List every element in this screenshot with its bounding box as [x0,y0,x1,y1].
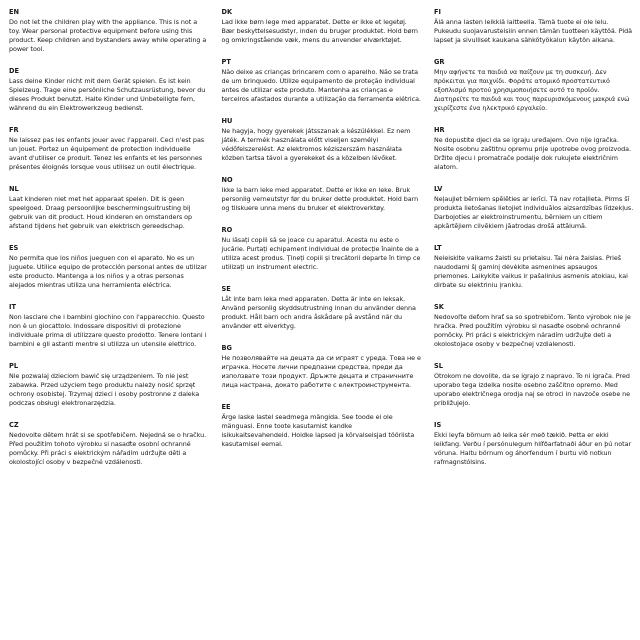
language-code: HU [221,117,233,125]
warning-text: Ne dopustite djeci da se igraju uređajem. Ovo nije igračka. Nosite osobnu zaštitnu opremu prije upotrebe ovog proizvoda. Držite djecu i promatrače podalje dok rukujete električnim alatom. [434,136,631,171]
warning-block-sl [434,362,634,408]
warning-text: Otrokom ne dovolite, da se igrajo z napravo. To ni igrača. Pred uporabo tega izdelka nosite osebno zaščitno opremo. Med uporabo električnega orodja naj se otroci in navzoče osebe ne približujejo. [434,372,631,407]
warning-block-gr [434,58,634,113]
language-code: SL [434,362,443,370]
warning-text: Låt inte barn leka med apparaten. Detta är inte en leksak. Använd personlig skyddsutrustning innan du använder denna produkt. Håll barn och andra åskådare på avstånd när du använder ett elverktyg. [221,295,416,330]
warning-text: Nedovoľte deťom hrať sa so spotrebičom. Tento výrobok nie je hračka. Pred použitím výrobku si nasaďte osobné ochranné pomôcky. Pri práci s elektrickým náradím udržujte deti a okolostojace osoby v bezpečnej vzdialenosti. [434,313,631,348]
warning-text: Ne laissez pas les enfants jouer avec l'appareil. Ceci n'est pas un jouet. Portez un équipement de protection individuelle avant d'utiliser ce produit. Tenez les enfants et les personnes présentes éloignés lorsque vous utilisez un outil électrique. [9,136,205,171]
language-code: BG [221,344,232,352]
warning-block-ro [222,226,422,272]
language-code: LV [434,185,443,193]
warning-text: Nie pozwalaj dzieciom bawić się urządzeniem. To nie jest zabawka. Przed użyciem tego produktu należy nosić sprzęt ochrony osobistej. Trzymaj dzieci i osoby postronne z daleka podczas obsługi elektronarzędzia. [9,372,200,407]
warning-block-no [222,176,422,213]
warning-text: Lad ikke børn lege med apparatet. Dette er ikke et legetøj. Bær beskyttelsesudstyr, inden du bruger produktet. Hold børn og omkringstående væk, mens du anvender elværktøjet. [221,18,418,44]
language-code: GR [434,58,445,66]
language-code: ES [9,244,19,252]
warning-text: Non lasciare che i bambini giochino con l'apparecchio. Questo non è un giocattolo. Indossare dispositivi di protezione individuale prima di utilizzare questo prodotto. Tenere lontani i bambini e gli astanti mentre si utilizza un utensile elettrico. [9,313,207,348]
language-code: NO [221,176,233,184]
column-1 [9,8,209,636]
warning-block-pt [222,58,422,104]
warning-text: Älä anna lasten leikkiä laitteella. Tämä tuote ei ole lelu. Pukeudu suojavarusteisiin ennen tämän tuotteen käyttöä. Pidä lapset ja sivulliset kaukana sähkötyökalun käytön aikana. [434,18,633,44]
warning-block-bg [222,344,422,390]
warning-block-hu [222,117,422,163]
warning-text: No permita que los niños jueguen con el aparato. No es un juguete. Utilice equipo de protección personal antes de utilizar este producto. Mantenga a los niños y a otras personas alejados mientras utiliza una herramienta eléctrica. [9,254,207,289]
warning-block-is [434,421,634,467]
warning-block-sk [434,303,634,349]
warning-block-dk [222,8,422,45]
warning-text: Nu lăsați copiii să se joace cu aparatul. Acesta nu este o jucărie. Purtați echipament individual de protecție înainte de a utiliza acest produs. Țineți copiii și trecătorii departe în timp ce utilizați un instrument electric. [221,236,421,271]
warning-block-fr [9,126,209,172]
language-code: CZ [9,421,19,429]
warning-text: Ne hagyja, hogy gyerekek játsszanak a készülékkel. Ez nem játék. A termék használata előtt viseljen személyi védőfelszerelést. Az elektromos kéziszerszám használata közben tartsa távol a gyerekeket és a közelben lévőket. [221,127,411,162]
warning-block-it [9,303,209,349]
warning-block-nl [9,185,209,231]
warning-block-hr [434,126,634,172]
language-code: LT [434,244,442,252]
column-2 [222,8,422,636]
safety-warnings-page [9,8,634,636]
warning-text: Neleiskite vaikams žaisti su prietaisu. Tai nėra žaislas. Prieš naudodami šį gaminį dėvėkite asmenines apsaugos priemones. Laikykite vaikus ir pašalinius asmenis atokiau, kai dirbate su elektriniu įrankiu. [434,254,628,289]
warning-block-lt [434,244,634,290]
warning-block-lv [434,185,634,231]
warning-block-se [222,285,422,331]
language-code: DE [9,67,19,75]
warning-text: Laat kinderen niet met het apparaat spelen. Dit is geen speelgoed. Draag persoonlijke beschermingsuitrusting bij gebruik van dit product. Houd kinderen en omstanders op afstand tijdens het gebruik van elektrisch gereedschap. [9,195,193,230]
warning-text: Μην αφήνετε τα παιδιά να παίζουν με τη συσκευή. Δεν πρόκειται για παιχνίδι. Φοράτε ατομικό προστατευτικό εξοπλισμό προτού χρησιμοποιήσετε αυτό το προϊόν. Διατηρείτε τα παιδιά και τους παρευρισκόμενους μακριά ενώ χειρίζεστε ένα ηλεκτρικό εργαλείο. [434,68,630,112]
language-code: IT [9,303,16,311]
warning-text: Ikke la barn leke med apparatet. Dette er ikke en leke. Bruk personlig verneutstyr før du bruker dette produktet. Hold barn og tilskuere unna mens du bruker et elektroverktøy. [221,186,419,212]
language-code: IS [434,421,442,429]
language-code: HR [434,126,445,134]
warning-text: Não deixe as crianças brincarem com o aparelho. Não se trata de um brinquedo. Utilize equipamento de proteção individual antes de utilizar este produto. Mantenha as crianças e terceiros afastados durante a utilização da ferramenta elétrica. [221,68,421,103]
warning-text: Do not let the children play with the appliance. This is not a toy. Wear personal protective equipment before using this product. Keep children and bystanders away while operating a power tool. [9,18,207,53]
warning-text: Lass deine Kinder nicht mit dem Gerät spielen. Es ist kein Spielzeug. Trage eine persönliche Schutzausrüstung, bevor du dieses Produkt benutzt. Halte Kinder und Unbeteiligte fern, während du ein Elektrowerkzeug bedienst. [9,77,206,112]
warning-text: Neļaujiet bērniem spēlēties ar ierīci. Tā nav rotaļlieta. Pirms šī produkta lietošanas lietojiet individuālos aizsardzības līdzekļus. Darbojoties ar elektroinstrumentu, bērniem un citiem apkārtējiem cilvēkiem jāatrodas drošā attālumā. [434,195,634,230]
language-code: DK [221,8,233,16]
warning-block-fi [434,8,634,45]
warning-text: Ekki leyfa börnum að leika sér með tækið. Þetta er ekki leikfang. Verðu í persónulegum hlífðarfatnaði áður en þú notar vöruna. Haltu börnum og áhorfendum í burtu við notkun rafmagnstólsins. [434,431,632,466]
warning-text: Nedovolte dětem hrát si se spotřebičem. Nejedná se o hračku. Před použitím tohoto výrobku si nasaďte osobní ochranné pomůcky. Při práci s elektrickým nářadím udržujte děti a okolostojící osoby v bezpečné vzdálenosti. [9,431,207,466]
language-code: RO [221,226,233,234]
warning-block-es [9,244,209,290]
warning-text: Не позволявайте на децата да си играят с уреда. Това не е играчка. Носете лични предпазни средства, преди да използвате този продукт. Дръжте децата и страничните лица настрана, докато работите с електроинструмента. [221,354,421,389]
warning-block-en [9,8,209,54]
language-code: EN [9,8,20,16]
warning-block-ee [222,403,422,449]
warning-block-cz [9,421,209,467]
column-3 [434,8,634,636]
language-code: NL [9,185,19,193]
warning-block-de [9,67,209,113]
language-code: SE [221,285,231,293]
warning-block-pl [9,362,209,408]
language-code: PT [221,58,231,66]
warning-text: Ärge laske lastel seadmega mängida. See toode ei ole mänguasi. Enne toote kasutamist kandke isikukaitsevahendeid. Hoidke lapsed ja kõrvalseisjad tööriista kasutamisel eemal. [221,413,415,448]
language-code: FR [9,126,19,134]
language-code: FI [434,8,441,16]
language-code: SK [434,303,444,311]
language-code: EE [221,403,231,411]
language-code: PL [9,362,19,370]
